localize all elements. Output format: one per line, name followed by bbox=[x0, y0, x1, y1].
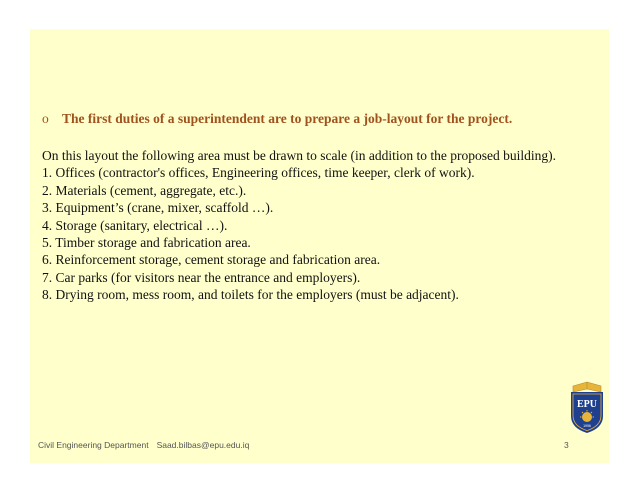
bullet-marker: o bbox=[42, 111, 49, 126]
list-item: 6. Reinforcement storage, cement storage and fabrication area. bbox=[42, 252, 381, 268]
footer-department: Civil Engineering Department bbox=[38, 440, 149, 450]
area-list bbox=[42, 164, 600, 303]
bullet-heading-text: The first duties of a superintendent are to prepare a job-layout for the project. bbox=[62, 111, 513, 126]
list-item: 8. Drying room, mess room, and toilets for the employers (must be adjacent). bbox=[42, 287, 459, 303]
list-item: 3. Equipment’s (crane, mixer, scaffold …). bbox=[42, 200, 274, 216]
bullet-heading bbox=[42, 111, 602, 127]
logo-text: EPU bbox=[577, 399, 597, 410]
list-item: 5. Timber storage and fabrication area. bbox=[42, 235, 251, 251]
intro-paragraph: On this layout the following area must be drawn to scale (in addition to the proposed building). bbox=[42, 148, 557, 163]
footer-email: Saad.bilbas@epu.edu.iq bbox=[156, 440, 250, 450]
footer bbox=[38, 440, 249, 450]
page-number: 3 bbox=[564, 440, 569, 450]
list-item: 1. Offices (contractor's offices, Engineering offices, time keeper, clerk of work). bbox=[42, 165, 475, 181]
list-item: 7. Car parks (for visitors near the entrance and employers). bbox=[42, 269, 361, 285]
body-text bbox=[42, 147, 600, 304]
list-item: 4. Storage (sanitary, electrical …). bbox=[42, 217, 228, 233]
epu-logo bbox=[567, 380, 607, 435]
logo-year: 1996 bbox=[583, 424, 591, 428]
slide bbox=[30, 29, 609, 463]
list-item: 2. Materials (cement, aggregate, etc.). bbox=[42, 182, 247, 198]
